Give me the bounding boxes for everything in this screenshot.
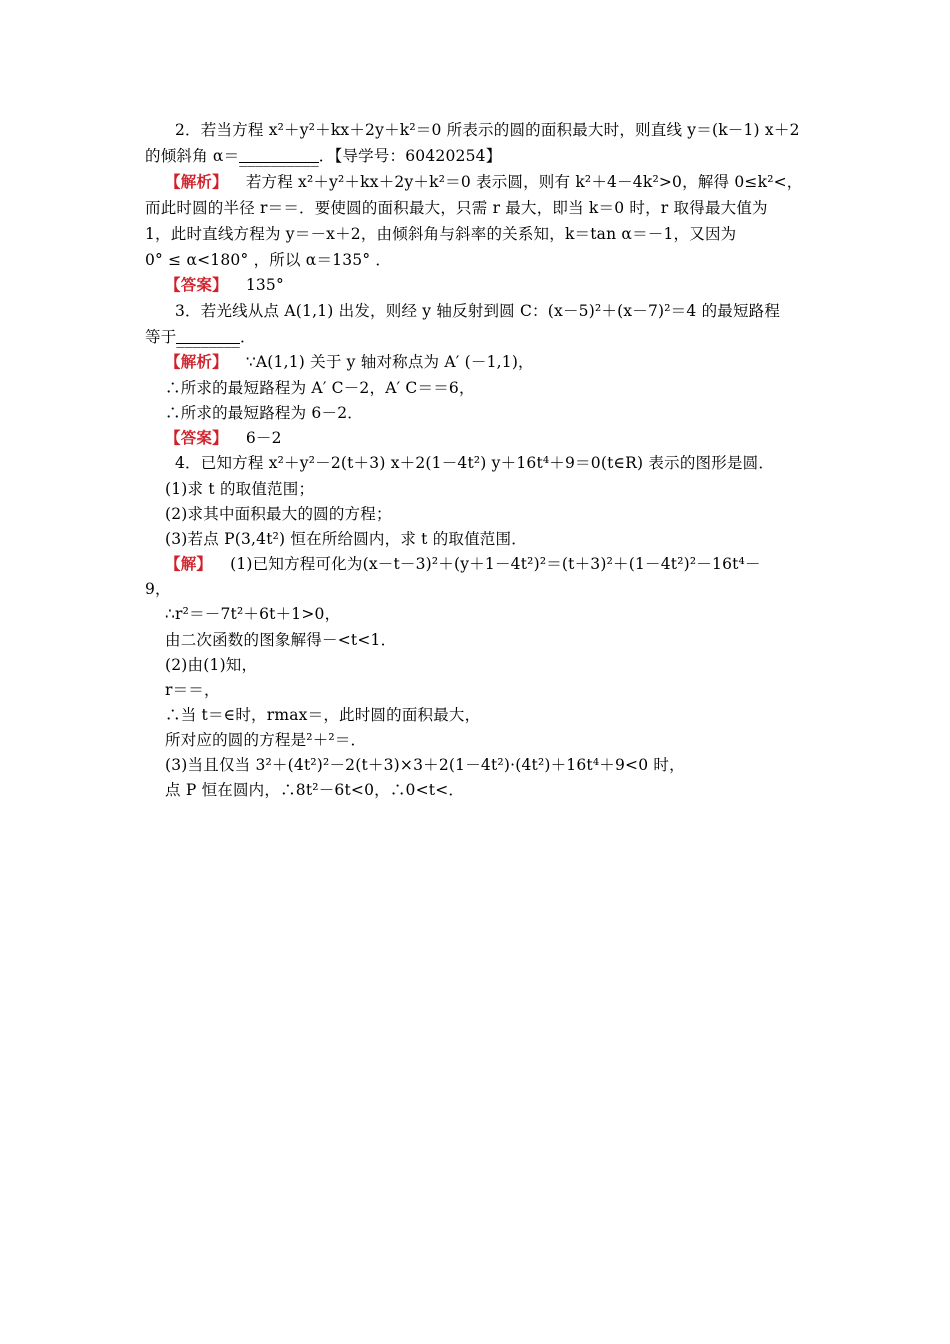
analysis-tag: 【解析】 <box>165 352 228 371</box>
q3-stem-text: 3．若光线从点 A(1,1) 出发，则经 y 轴反射到圆 C：(x－5)²＋(x－7)²＝4 的最短路程 <box>175 302 781 320</box>
q4-part2-text: (2)求其中面积最大的圆的方程； <box>165 505 392 523</box>
q3-answer-text: 6－2 <box>245 429 282 447</box>
q3-analysis-text: ∵A(1,1) 关于 y 轴对称点为 A′ (－1,1)， <box>245 353 534 371</box>
q4-solution-text: 所对应的圆的方程是²＋²＝． <box>165 731 367 749</box>
q2-analysis-line-2 <box>145 196 815 220</box>
q4-stem-line <box>175 451 845 475</box>
q4-part3 <box>165 527 835 551</box>
q4-solution-text: ∴当 t＝∈时，rmax＝，此时圆的面积最大， <box>165 706 481 724</box>
q4-part3-text: (3)若点 P(3,4t²) 恒在所给圆内，求 t 的取值范围． <box>165 530 527 548</box>
q2-analysis-text: 0° ≤ α<180° ，所以 α＝135° ． <box>145 251 392 269</box>
q3-analysis-line-3 <box>165 401 835 425</box>
answer-blank: __________ <box>239 146 319 163</box>
solution-tag: 【解】 <box>165 554 213 573</box>
answer-blank: ________ <box>176 327 240 344</box>
q4-part1 <box>165 477 835 501</box>
q4-solution-text: (3)当且仅当 3²＋(4t²)²－2(t＋3)×3＋2(1－4t²)·(4t²)＋16t⁴＋9<0 时， <box>165 756 685 774</box>
q4-solution-line-2 <box>145 577 815 601</box>
q4-solution-text: 9， <box>145 580 171 598</box>
q4-solution-text: 由二次函数的图象解得－<t<1． <box>165 631 397 649</box>
q4-part1-text: (1)求 t 的取值范围； <box>165 480 315 498</box>
q4-solution-text: 点 P 恒在圆内，∴8t²－6t<0，∴0<t<． <box>165 781 465 799</box>
q4-solution-line-9 <box>165 753 835 777</box>
answer-tag: 【答案】 <box>165 428 228 447</box>
q4-part2 <box>165 502 835 526</box>
q2-analysis-line-3 <box>145 222 815 246</box>
q3-stem-line-1 <box>175 299 845 323</box>
q4-solution-text: ∴r²＝－7t²＋6t＋1>0， <box>165 605 341 623</box>
q3-analysis-text: ∴所求的最短路程为 6－2． <box>165 404 363 422</box>
q4-solution-line-1 <box>165 552 835 576</box>
q3-stem-text: 等于 <box>145 328 177 346</box>
q2-guide-number: ．【导学号：60420254】 <box>318 147 502 165</box>
q4-solution-line-6 <box>165 678 835 702</box>
q2-answer-text: 135° <box>245 276 284 294</box>
q4-solution-line-4 <box>165 628 835 652</box>
q4-solution-line-3 <box>165 602 835 626</box>
analysis-tag: 【解析】 <box>165 172 228 191</box>
q4-solution-line-10 <box>165 778 835 802</box>
q2-analysis-line-4 <box>145 248 815 272</box>
q4-solution-text: (2)由(1)知， <box>165 656 258 674</box>
answer-tag: 【答案】 <box>165 275 228 294</box>
q2-stem-line-2 <box>145 144 815 168</box>
q4-solution-line-7 <box>165 703 835 727</box>
q4-stem-text: 4．已知方程 x²＋y²－2(t＋3) x＋2(1－4t²) y＋16t⁴＋9＝0(t∈R) 表示的图形是圆． <box>175 454 775 472</box>
q2-analysis-line-1 <box>165 170 835 194</box>
q2-answer-line <box>165 273 835 297</box>
q2-analysis-text: 若方程 x²＋y²＋kx＋2y＋k²＝0 表示圆，则有 k²＋4－4k²>0，解得 0≤k²<， <box>245 173 803 191</box>
q2-stem-line-1 <box>175 118 845 142</box>
q4-solution-text: (1)已知方程可化为(x－t－3)²＋(y＋1－4t²)²＝(t＋3)²＋(1－4t²)²－16t⁴－ <box>230 555 761 573</box>
q2-analysis-text: 1，此时直线方程为 y＝－x＋2，由倾斜角与斜率的关系知，k＝tan α＝－1，又因为 <box>145 225 737 243</box>
q3-stem-tail: ． <box>240 328 256 346</box>
q4-solution-line-8 <box>165 728 835 752</box>
q3-stem-line-2 <box>145 325 815 349</box>
q3-analysis-line-2 <box>165 376 835 400</box>
q4-solution-text: r＝＝， <box>165 681 220 699</box>
q3-answer-line <box>165 426 835 450</box>
q2-analysis-text: 而此时圆的半径 r＝＝．要使圆的面积最大，只需 r 最大，即当 k＝0 时，r 取得最大值为 <box>145 199 768 217</box>
q3-analysis-text: ∴所求的最短路程为 A′ C－2，A′ C＝＝6， <box>165 379 475 397</box>
q3-analysis-line-1 <box>165 350 835 374</box>
q4-solution-line-5 <box>165 653 835 677</box>
q2-stem-text: 2．若当方程 x²＋y²＋kx＋2y＋k²＝0 所表示的圆的面积最大时，则直线 y＝(k－1) x＋2 <box>175 121 800 139</box>
q2-stem-text: 的倾斜角 α＝ <box>145 147 240 165</box>
